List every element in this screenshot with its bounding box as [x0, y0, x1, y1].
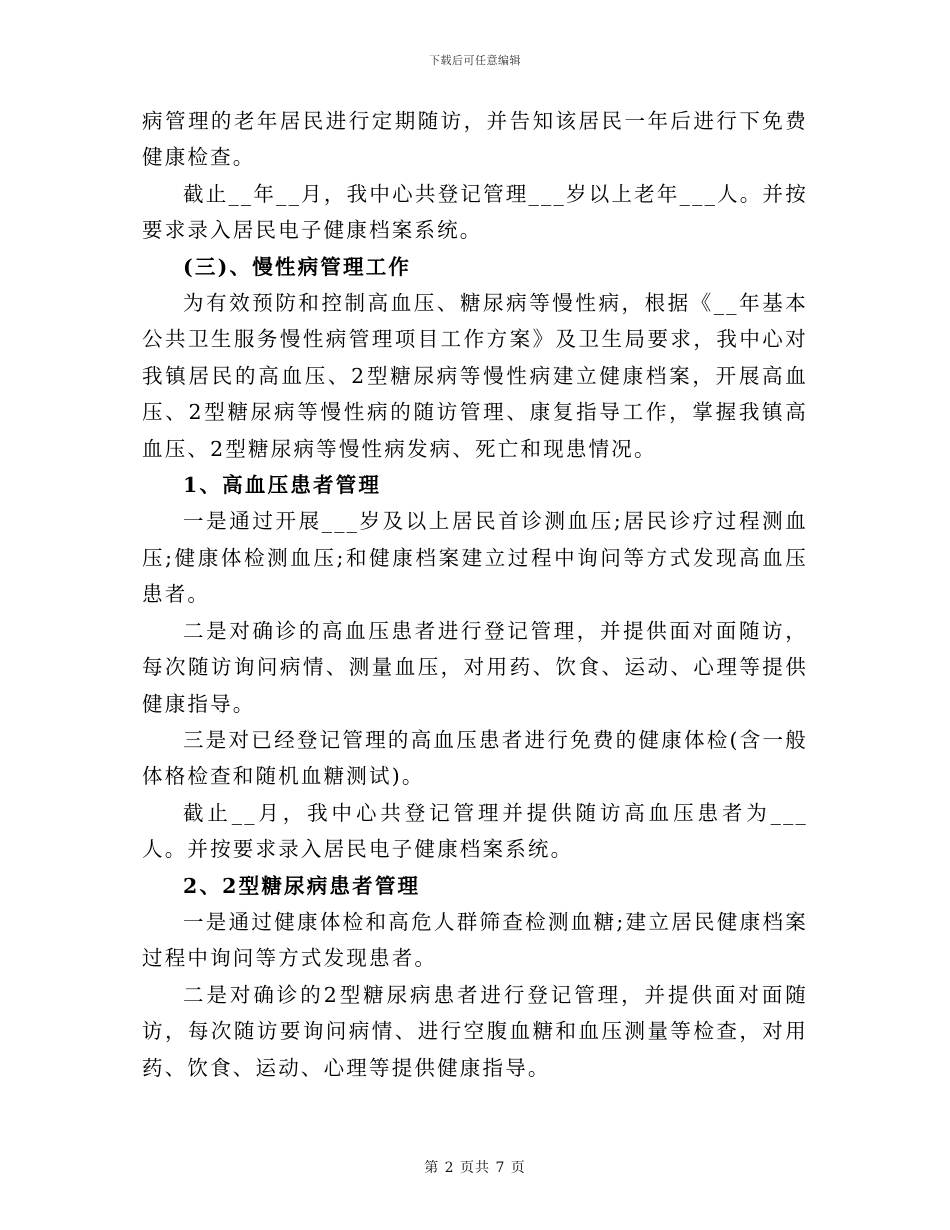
paragraph-elderly-registration: 截止__年__月，我中心共登记管理___岁以上老年___人。并按要求录入居民电子健康档案系统。 — [142, 181, 808, 243]
section-heading-chronic-disease: (三)、慢性病管理工作 — [183, 254, 412, 279]
paragraph-chronic-disease-intro: 为有效预防和控制高血压、糖尿病等慢性病，根据《__年基本公共卫生服务慢性病管理项目工作方案》及卫生局要求，我中心对我镇居民的高血压、2型糖尿病等慢性病建立健康档案，开展高血压、2型糖尿病等慢性病的随访管理、康复指导工作，掌握我镇高血压、2型糖尿病等慢性病发病、死亡和现患情况。 — [142, 291, 808, 461]
page-header: 下载后可任意编辑 — [429, 54, 521, 67]
paragraph-hypertension-checkup: 三是对已经登记管理的高血压患者进行免费的健康体检(含一般体格检查和随机血糖测试)。 — [142, 727, 808, 789]
paragraph-hypertension-detection: 一是通过开展___岁及以上居民首诊测血压;居民诊疗过程测血压;健康体检测血压;和健康档案建立过程中询问等方式发现高血压患者。 — [142, 509, 808, 607]
document-body — [142, 103, 808, 1086]
paragraph-hypertension-followup: 二是对确诊的高血压患者进行登记管理，并提供面对面随访，每次随访询问病情、测量血压，对用药、饮食、运动、心理等提供健康指导。 — [142, 618, 808, 716]
subheading-hypertension: 1、高血压患者管理 — [183, 473, 382, 498]
page-number: 第 2 页共 7 页 — [424, 1160, 526, 1176]
paragraph-hypertension-registration: 截止__月，我中心共登记管理并提供随访高血压患者为___人。并按要求录入居民电子健康档案系统。 — [142, 800, 808, 862]
paragraph-diabetes-detection: 一是通过健康体检和高危人群筛查检测血糖;建立居民健康档案过程中询问等方式发现患者。 — [142, 909, 808, 971]
paragraph-continuation: 病管理的老年居民进行定期随访，并告知该居民一年后进行下免费健康检查。 — [142, 109, 808, 170]
paragraph-diabetes-followup: 二是对确诊的2型糖尿病患者进行登记管理，并提供面对面随访，每次随访要询问病情、进行空腹血糖和血压测量等检查，对用药、饮食、运动、心理等提供健康指导。 — [142, 982, 808, 1080]
subheading-diabetes: 2、2型糖尿病患者管理 — [183, 873, 421, 898]
